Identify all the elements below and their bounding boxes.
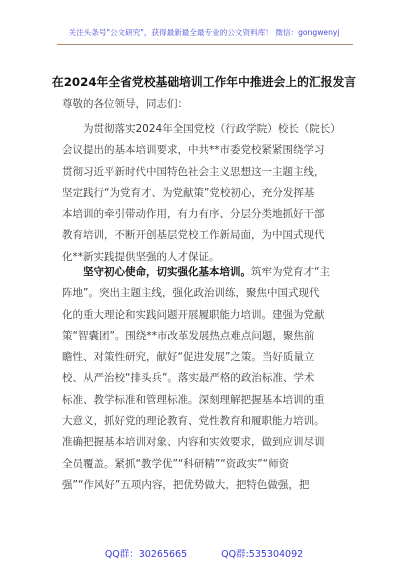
paragraph-line: 大意义，抓好党的理论教育、党性教育和履职能力培训。 xyxy=(62,415,325,428)
footer-qq-group-1: QQ群：30265665 xyxy=(104,549,188,560)
paragraph-line: 校、从严治校“排头兵”。落实最严格的政治标准、学术 xyxy=(62,372,315,385)
footer-contact xyxy=(0,546,408,560)
paragraph-line: 化**新实践提供坚强的人才保证。 xyxy=(62,250,220,263)
paragraph-line: 会议提出的基本培训要求，中共**市委党校紧紧围绕学习 xyxy=(62,144,325,157)
footer-qq-group-2: QQ群:535304092 xyxy=(221,549,304,560)
paragraph-line xyxy=(62,262,352,283)
paragraph-text: 筑牢为党育才“主 xyxy=(251,266,330,278)
paragraph-line: 本培训的牵引带动作用，有力有序、分层分类地抓好干部 xyxy=(62,208,325,221)
paragraph-line: 准确把握基本培训对象、内容和实效要求，做到应训尽训 xyxy=(62,436,325,449)
paragraph-2 xyxy=(62,262,352,496)
paragraph-line: 坚定践行“为党育才、为党献策”党校初心，充分发挥基 xyxy=(62,186,315,199)
header-divider xyxy=(57,44,353,45)
paragraph-line: 为贯彻落实2024年全国党校（行政学院）校长（院长） xyxy=(62,123,341,135)
header-promo-note: 关注头条号"公文研究"，获得最新最全最专业的公文资料库！ 微信：gongwenyj xyxy=(68,28,340,37)
section-heading: 坚守初心使命，切实强化基本培训。 xyxy=(62,266,251,278)
greeting-line: 尊敬的各位领导，同志们： xyxy=(62,98,188,110)
paragraph-line: 贯彻习近平新时代中国特色社会主义思想这一主题主线， xyxy=(62,165,325,178)
paragraph-line: 瞻性、对策性研究，献好“促进发展”之策。当好质量立 xyxy=(62,351,315,364)
paragraph-line: 阵地”。突出主题主线，强化政治训练，聚焦中国式现代 xyxy=(62,287,320,300)
paragraph-line: 策“智囊团”。围绕**市改革发展热点难点问题，聚焦前 xyxy=(62,329,315,342)
paragraph-line: 标准、教学标准和管理标准。深刻理解把握基本培训的重 xyxy=(62,393,325,406)
document-title: 在2024年全省党校基础培训工作年中推进会上的汇报发言 xyxy=(51,75,357,89)
paragraph-line: 全员覆盖。紧抓“教学优”“科研精”“资政实”“师资 xyxy=(62,457,290,470)
paragraph-line: 教育培训，不断开创基层党校工作新局面，为中国式现代 xyxy=(62,229,325,242)
paragraph-1 xyxy=(62,119,352,268)
paragraph-line: 强”“作风好”五项内容，把优势做大，把特色做强，把 xyxy=(62,478,310,491)
paragraph-line: 化的重大理论和实践问题开展履职能力培训。建强为党献 xyxy=(62,308,325,321)
